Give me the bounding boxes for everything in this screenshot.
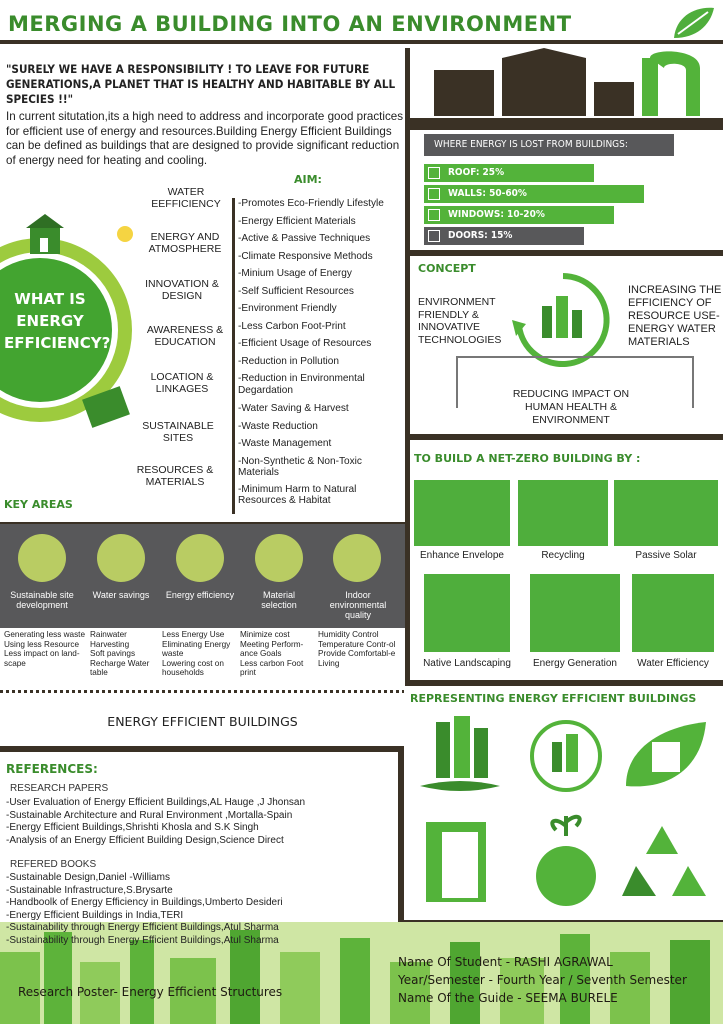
loss-row-walls: WALLS: 50-60% [424, 185, 644, 203]
leaf-icon [670, 2, 718, 42]
footer-semester: Year/Semester - Fourth Year / Seventh Semester [398, 973, 687, 987]
aim-item: -Reduction in Environmental Degardation [238, 373, 365, 396]
key-column-item: Meeting Perform-ance Goals [240, 639, 304, 659]
aim-item: -Waste Management [238, 438, 332, 449]
solar-panel-icon [530, 574, 620, 652]
net-zero-panel [410, 440, 723, 680]
loss-row-roof: ROOF: 25% [424, 164, 594, 182]
circle-label-location: LOCATION & LINKAGES [150, 371, 214, 395]
door-icon [428, 230, 440, 242]
aim-item: -Waste Reduction [238, 420, 318, 432]
eco-building-icons [416, 716, 716, 916]
aim-item: -Self Sufficient Resources [238, 285, 354, 297]
key-column-item: Temperature Contr-ol [318, 639, 396, 649]
footer-student: Name Of Student - RASHI AGRAWAL [398, 955, 613, 969]
key-column-item: Lowering cost on households [162, 658, 224, 678]
key-column-item: Eliminating Energy waste [162, 639, 231, 659]
key-area-label: Water savings [92, 590, 150, 600]
key-area-label: Sustainable site development [10, 590, 74, 610]
aim-item: -Less Carbon Foot-Print [238, 320, 346, 332]
net-zero-label: Energy Generation [533, 658, 617, 669]
papers-heading: RESEARCH PAPERS [10, 783, 109, 794]
reference-item: -User Evaluation of Energy Efficient Buildings,AL Hauge ,J Jhonsan [6, 797, 306, 808]
concept-panel [410, 256, 723, 434]
dotted-divider [0, 690, 405, 693]
aim-heading: AIM: [294, 173, 322, 186]
key-column [162, 630, 238, 678]
books-list [6, 872, 283, 922]
recycle-city-graphic [504, 270, 622, 370]
house-sun-icon [414, 480, 510, 546]
key-column-item: Soft pavings [90, 649, 136, 659]
aim-list [238, 198, 402, 512]
books-list-continued [6, 922, 279, 947]
energy-loss-heading: WHERE ENERGY IS LOST FROM BUILDINGS: [424, 134, 674, 156]
reference-item: -Handboolk of Energy Efficiency in Buildings,Umberto Desideri [6, 897, 283, 908]
representing-panel [404, 686, 723, 920]
references-panel [0, 752, 398, 930]
key-column-item: Provide Comfortabl-e Living [318, 649, 396, 668]
papers-list [6, 797, 305, 847]
concept-heading: CONCEPT [418, 262, 476, 275]
key-column-item: Humidity Control [318, 630, 379, 639]
net-zero-label: Recycling [541, 550, 585, 561]
key-area-label: Energy efficiency [165, 590, 235, 600]
representing-heading: REPRESENTING ENERGY EFFICIENT BUILDINGS [410, 692, 697, 705]
aim-divider [232, 198, 235, 514]
aim-item: -Environment Friendly [238, 303, 337, 314]
net-zero-label: Enhance Envelope [420, 550, 504, 561]
aim-item: -Reduction in Pollution [238, 355, 339, 367]
concept-right-text: INCREASING THE EFFICIENCY OF RESOURCE USE-ENERGY WATER MATERIALS [628, 284, 722, 348]
key-area-label: Indoor environmental quality [329, 590, 387, 620]
key-column [318, 630, 402, 668]
net-zero-label: Passive Solar [635, 550, 697, 561]
title-banner [0, 0, 723, 48]
roof-icon [428, 167, 440, 179]
title-underline [0, 40, 723, 44]
quote-text: "SURELY WE HAVE A RESPONSIBILITY ! TO LEAVE FOR FUTURE GENERATIONS,A PLANET THAT IS HEALTHY AND HABITABLE BY ALL SPECIES !!" [6, 62, 396, 106]
reference-item: -Sustainability through Energy Efficient Buildings,Atul Sharma [6, 934, 279, 946]
key-areas-bar [0, 524, 405, 628]
reference-item: -Sustainable Design,Daniel -Williams [6, 872, 170, 883]
key-column-item: Less Energy Use [162, 630, 225, 639]
intro-text: In current situtation,its a high need to address and incorporate good practices for efficient use of energy and resources.Building Energy Efficient Buildings can be defined as buildings that are designed to provide significant reduction of energy need for heating and cooling. [6, 110, 404, 167]
circle-label-water: WATER EEFFICIENCY [151, 186, 221, 210]
concept-left-text: ENVIRONMENT FRIENDLY & INNOVATIVE TECHNOLOGIES [418, 296, 502, 346]
window-icon [428, 209, 440, 221]
bulb-icon [176, 534, 224, 582]
aim-item: -Minium Usage of Energy [238, 268, 352, 279]
key-areas-footer: ENERGY EFFICIENT BUILDINGS [107, 714, 298, 729]
circle-label-innovation: INNOVATION & DESIGN [145, 278, 219, 302]
people-icon [18, 534, 66, 582]
reference-item: -Sustainability through Energy Efficient Buildings,Atul Sharma [6, 922, 279, 933]
reference-item: -Energy Efficient Buildings,Shrishti Khosla and S.K Singh [6, 822, 259, 833]
faucet-icon [97, 534, 145, 582]
wall-icon [428, 188, 440, 200]
net-zero-heading: TO BUILD A NET-ZERO BUILDING BY : [414, 452, 641, 465]
footer-guide: Name Of the Guide - SEEMA BURELE [398, 991, 618, 1005]
references-heading: REFERENCES: [6, 762, 98, 776]
key-column [4, 630, 88, 668]
aim-item: -Active & Passive Techniques [238, 233, 371, 244]
reference-item: -Analysis of an Energy Efficient Building Design,Science Direct [6, 834, 284, 846]
key-column-item: Less impact on land-scape [4, 649, 80, 668]
circle-label-awareness: AWARENESS & EDUCATION [146, 324, 224, 348]
key-column [240, 630, 314, 678]
loss-row-windows: WINDOWS: 10-20% [424, 206, 614, 224]
reference-item: -Sustainable Infrastructure,S.Brysarte [6, 884, 173, 896]
key-column-item: Using less Resource [4, 639, 80, 649]
net-zero-label: Water Efficiency [637, 658, 709, 669]
aim-item: -Water Saving & Harvest [238, 403, 349, 414]
aim-item: -Efficient Usage of Resources [238, 338, 372, 349]
key-column-item: Generating less waste [4, 630, 86, 639]
circle-label-resources: RESOURCES & MATERIALS [136, 464, 214, 488]
landscape-icon [424, 574, 510, 652]
concept-bottom-text: REDUCING IMPACT ON HUMAN HEALTH & ENVIRONMENT [496, 388, 646, 427]
net-zero-label: Native Landscaping [423, 658, 511, 669]
footer-poster-label: Research Poster- Energy Efficient Structures [18, 985, 283, 999]
key-column-item: Minimize cost [240, 630, 290, 639]
key-areas-heading: KEY AREAS [4, 498, 73, 511]
reference-item: -Energy Efficient Buildings in India,TERI [6, 909, 184, 921]
reference-item: -Sustainable Architecture and Rural Environment ,Mortalla-Spain [6, 809, 293, 821]
intro-panel [0, 48, 405, 522]
circle-label-energy: ENERGY AND ATMOSPHERE [148, 231, 222, 255]
passive-solar-icon [614, 480, 718, 546]
key-areas-details [0, 628, 405, 746]
key-column-item: Rainwater Harvesting [90, 630, 130, 649]
aim-item: -Energy Efficient Materials [238, 215, 356, 227]
circle-label-sites: SUSTAINABLE SITES [142, 420, 214, 444]
key-column-item: Less carbon Foot print [240, 658, 304, 678]
key-column-item: Recharge Water table [90, 658, 150, 678]
key-area-label: Material selection [261, 590, 297, 610]
loss-row-doors: DOORS: 15% [424, 227, 584, 245]
aim-item: -Climate Responsive Methods [238, 250, 373, 262]
energy-loss-panel [410, 48, 723, 250]
books-heading: REFERED BOOKS [10, 859, 97, 870]
aim-item: -Minimum Harm to Natural Resources & Habitat [238, 483, 357, 506]
key-column [90, 630, 162, 678]
aim-item: -Promotes Eco-Friendly Lifestyle [238, 198, 384, 209]
circle-center-label: WHAT IS ENERGY EFFICIENCY? [4, 290, 111, 352]
window-icon [333, 534, 381, 582]
aim-item: -Non-Synthetic & Non-Toxic Materials [238, 455, 362, 478]
page-title: MERGING A BUILDING INTO AN ENVIRONMENT [8, 12, 572, 36]
recycle-icon [518, 480, 608, 546]
factory-graphic [410, 48, 723, 130]
hexagon-icon [255, 534, 303, 582]
faucet-icon [632, 574, 714, 652]
